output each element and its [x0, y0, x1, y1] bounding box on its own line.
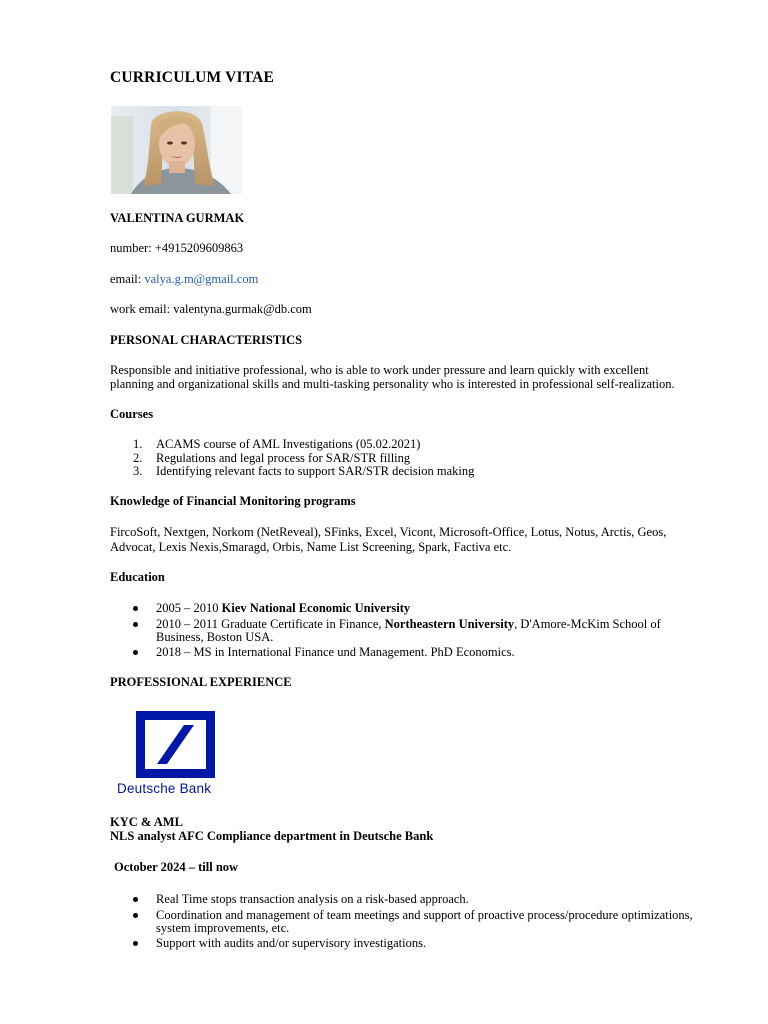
course-item: Regulations and legal process for SAR/STR filling	[156, 451, 411, 465]
education-item	[156, 617, 661, 631]
list-marker: 3.	[133, 464, 143, 478]
bullet-icon	[133, 606, 138, 611]
deutsche-bank-logo-text: Deutsche Bank	[117, 781, 212, 796]
experience-heading: PROFESSIONAL EXPERIENCE	[110, 675, 292, 689]
email-label: email:	[110, 272, 142, 286]
work-email-label: work email:	[110, 302, 171, 316]
document-title: CURRICULUM VITAE	[110, 69, 275, 86]
knowledge-text-line: FircoSoft, Nextgen, Norkom (NetReveal), SFinks, Excel, Vicont, Microsoft-Office, Lotus, Notus, Arctis, Geos,	[110, 525, 667, 539]
list-marker: 2.	[133, 451, 143, 465]
education-item: 2018 – MS in International Finance und Management. PhD Economics.	[156, 645, 515, 659]
personal-text-line: Responsible and initiative professional, who is able to work under pressure and learn quickly with excellent	[110, 363, 649, 377]
deutsche-bank-logo	[136, 711, 215, 778]
course-item: Identifying relevant facts to support SAR/STR decision making	[156, 464, 475, 478]
education-institution: Kiev National Economic University	[221, 601, 411, 615]
email-line	[110, 272, 258, 286]
portrait-photo	[111, 106, 242, 194]
duty-item-continuation: system improvements, etc.	[156, 921, 290, 935]
candidate-name: VALENTINA GURMAK	[110, 211, 245, 225]
employment-period: October 2024 – till now	[114, 860, 239, 874]
bullet-icon	[133, 913, 138, 918]
knowledge-heading: Knowledge of Financial Monitoring programs	[110, 494, 356, 508]
work-email-line	[110, 302, 312, 316]
phone-line	[110, 241, 243, 255]
courses-heading: Courses	[110, 407, 154, 421]
knowledge-text-line: Advocat, Lexis Nexis,Smaragd, Orbis, Name List Screening, Spark, Factiva etc.	[110, 540, 512, 554]
duty-item: Support with audits and/or supervisory investigations.	[156, 936, 427, 950]
list-marker: 1.	[133, 437, 143, 451]
course-item: ACAMS course of AML Investigations (05.02.2021)	[156, 437, 421, 451]
education-years: 2010 – 2011 Graduate Certificate in Finance,	[156, 617, 385, 631]
duty-item: Real Time stops transaction analysis on a risk-based approach.	[156, 892, 469, 906]
phone-label: number:	[110, 241, 152, 255]
bullet-icon	[133, 941, 138, 946]
education-years: 2005 – 2010	[156, 601, 222, 615]
personal-heading: PERSONAL CHARACTERISTICS	[110, 333, 303, 347]
work-email-value: valentyna.gurmak@db.com	[173, 302, 312, 316]
bullet-icon	[133, 897, 138, 902]
phone-value: +4915209609863	[154, 241, 244, 255]
role-subtitle: NLS analyst AFC Compliance department in Deutsche Bank	[110, 829, 434, 843]
education-school: , D'Amore-McKim School of	[514, 617, 661, 631]
education-item-continuation: Business, Boston USA.	[156, 630, 274, 644]
bullet-icon	[133, 650, 138, 655]
role-title: KYC & AML	[110, 815, 183, 829]
education-heading: Education	[110, 570, 165, 584]
bullet-icon	[133, 622, 138, 627]
education-institution: Northeastern University	[384, 617, 515, 631]
education-item	[156, 601, 410, 615]
duty-item: Coordination and management of team meetings and support of proactive process/procedure optimizations,	[156, 908, 693, 922]
personal-text-line: planning and organizational skills and multi-tasking personality who is interested in professional self-realization.	[110, 377, 675, 391]
email-link[interactable]: valya.g.m@gmail.com	[144, 272, 259, 286]
